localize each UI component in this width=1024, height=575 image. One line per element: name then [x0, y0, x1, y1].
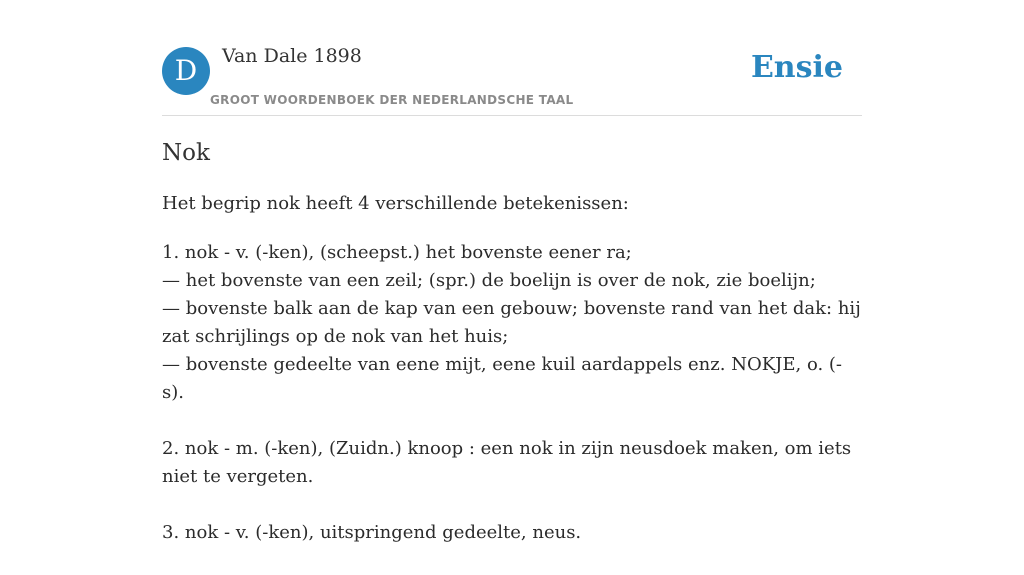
- definition-line: — bovenste balk aan de kap van een gebouw; bovenste rand van het dak: hij zat schrijlings op de nok van het huis;: [162, 298, 861, 347]
- definition-line: 1. nok - v. (-ken), (scheepst.) het bovenste eener ra;: [162, 242, 632, 263]
- entry-headword: Nok: [162, 140, 210, 166]
- entry-intro: Het begrip nok heeft 4 verschillende betekenissen:: [162, 193, 629, 214]
- definition-list: [162, 239, 862, 575]
- dictionary-logo[interactable]: D: [162, 47, 210, 95]
- definition-1: [162, 239, 862, 407]
- definition-line: — het bovenste van een zeil; (spr.) de boelijn is over de nok, zie boelijn;: [162, 270, 816, 291]
- definition-2: [162, 435, 862, 491]
- brand-logo[interactable]: Ensie: [750, 50, 843, 85]
- definition-line: — bovenste gedeelte van eene mijt, eene kuil aardappels enz. NOKJE, o. (-s).: [162, 354, 843, 403]
- definition-line: 3. nok - v. (-ken), uitspringend gedeelte, neus.: [162, 522, 582, 543]
- dictionary-subtitle: GROOT WOORDENBOEK DER NEDERLANDSCHE TAAL: [210, 93, 574, 107]
- definition-3: [162, 519, 862, 547]
- dictionary-title[interactable]: Van Dale 1898: [222, 45, 362, 67]
- definition-line: 2. nok - m. (-ken), (Zuidn.) knoop : een nok in zijn neusdoek maken, om iets niet te vergeten.: [162, 438, 852, 487]
- page-container: [162, 0, 862, 543]
- site-header: [162, 0, 862, 116]
